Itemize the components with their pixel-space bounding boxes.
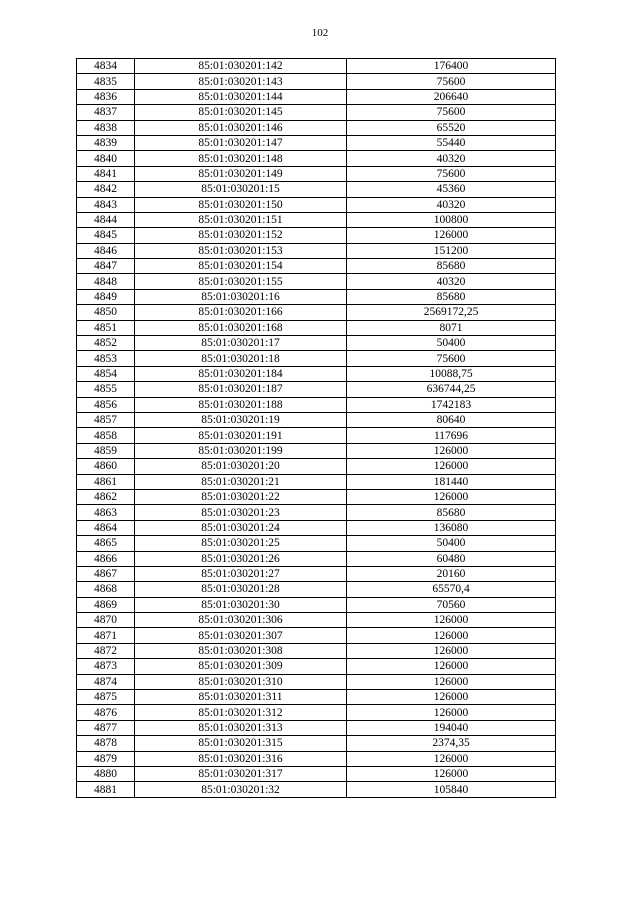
value-cell: 75600 (347, 74, 556, 89)
table-row (77, 151, 556, 166)
row-number-cell: 4866 (77, 551, 135, 566)
row-number-cell: 4841 (77, 166, 135, 181)
row-number-cell: 4862 (77, 489, 135, 504)
table-row (77, 197, 556, 212)
value-cell: 176400 (347, 59, 556, 74)
row-number-cell: 4848 (77, 274, 135, 289)
value-cell: 2569172,25 (347, 305, 556, 320)
value-cell: 126000 (347, 674, 556, 689)
table-row (77, 289, 556, 304)
table-row (77, 705, 556, 720)
row-number-cell: 4876 (77, 705, 135, 720)
row-number-cell: 4879 (77, 751, 135, 766)
row-number-cell: 4851 (77, 320, 135, 335)
value-cell: 40320 (347, 151, 556, 166)
cadastral-number-cell: 85:01:030201:15 (135, 182, 347, 197)
row-number-cell: 4857 (77, 412, 135, 427)
value-cell: 151200 (347, 243, 556, 258)
row-number-cell: 4875 (77, 690, 135, 705)
row-number-cell: 4854 (77, 366, 135, 381)
cadastral-number-cell: 85:01:030201:155 (135, 274, 347, 289)
value-cell: 50400 (347, 336, 556, 351)
cadastral-number-cell: 85:01:030201:22 (135, 489, 347, 504)
cadastral-number-cell: 85:01:030201:152 (135, 228, 347, 243)
row-number-cell: 4840 (77, 151, 135, 166)
row-number-cell: 4872 (77, 643, 135, 658)
row-number-cell: 4850 (77, 305, 135, 320)
table-row (77, 751, 556, 766)
table-row (77, 397, 556, 412)
cadastral-number-cell: 85:01:030201:313 (135, 720, 347, 735)
cadastral-number-cell: 85:01:030201:146 (135, 120, 347, 135)
value-cell: 45360 (347, 182, 556, 197)
value-cell: 126000 (347, 659, 556, 674)
row-number-cell: 4858 (77, 428, 135, 443)
cadastral-number-cell: 85:01:030201:147 (135, 135, 347, 150)
row-number-cell: 4881 (77, 782, 135, 797)
cadastral-number-cell: 85:01:030201:310 (135, 674, 347, 689)
cadastral-number-cell: 85:01:030201:153 (135, 243, 347, 258)
cadastral-number-cell: 85:01:030201:307 (135, 628, 347, 643)
cadastral-number-cell: 85:01:030201:191 (135, 428, 347, 443)
cadastral-number-cell: 85:01:030201:184 (135, 366, 347, 381)
cadastral-number-cell: 85:01:030201:24 (135, 520, 347, 535)
value-cell: 85680 (347, 289, 556, 304)
value-cell: 636744,25 (347, 382, 556, 397)
row-number-cell: 4867 (77, 566, 135, 581)
row-number-cell: 4861 (77, 474, 135, 489)
cadastral-number-cell: 85:01:030201:148 (135, 151, 347, 166)
row-number-cell: 4869 (77, 597, 135, 612)
row-number-cell: 4863 (77, 505, 135, 520)
row-number-cell: 4836 (77, 89, 135, 104)
table-row (77, 182, 556, 197)
table-row (77, 428, 556, 443)
value-cell: 85680 (347, 505, 556, 520)
value-cell: 126000 (347, 489, 556, 504)
value-cell: 60480 (347, 551, 556, 566)
value-cell: 105840 (347, 782, 556, 797)
table-row (77, 212, 556, 227)
cadastral-number-cell: 85:01:030201:316 (135, 751, 347, 766)
table-row (77, 643, 556, 658)
cadastral-number-cell: 85:01:030201:26 (135, 551, 347, 566)
table-row (77, 613, 556, 628)
cadastral-number-cell: 85:01:030201:150 (135, 197, 347, 212)
cadastral-number-cell: 85:01:030201:16 (135, 289, 347, 304)
cadastral-number-cell: 85:01:030201:145 (135, 105, 347, 120)
table-row (77, 459, 556, 474)
value-cell: 181440 (347, 474, 556, 489)
table-row (77, 228, 556, 243)
row-number-cell: 4849 (77, 289, 135, 304)
cadastral-number-cell: 85:01:030201:21 (135, 474, 347, 489)
cadastral-number-cell: 85:01:030201:315 (135, 736, 347, 751)
row-number-cell: 4838 (77, 120, 135, 135)
value-cell: 50400 (347, 536, 556, 551)
value-cell: 126000 (347, 628, 556, 643)
cadastral-number-cell: 85:01:030201:143 (135, 74, 347, 89)
cadastral-number-cell: 85:01:030201:18 (135, 351, 347, 366)
value-cell: 126000 (347, 766, 556, 781)
page-number: 102 (311, 27, 329, 39)
table-row (77, 597, 556, 612)
table-row (77, 766, 556, 781)
cadastral-number-cell: 85:01:030201:188 (135, 397, 347, 412)
table-row (77, 351, 556, 366)
cadastral-number-cell: 85:01:030201:25 (135, 536, 347, 551)
cadastral-number-cell: 85:01:030201:151 (135, 212, 347, 227)
value-cell: 126000 (347, 613, 556, 628)
table-row (77, 582, 556, 597)
cadastral-number-cell: 85:01:030201:27 (135, 566, 347, 581)
value-cell: 75600 (347, 351, 556, 366)
cadastral-number-cell: 85:01:030201:32 (135, 782, 347, 797)
cadastral-number-cell: 85:01:030201:309 (135, 659, 347, 674)
cadastral-number-cell: 85:01:030201:142 (135, 59, 347, 74)
cadastral-number-cell: 85:01:030201:317 (135, 766, 347, 781)
value-cell: 126000 (347, 643, 556, 658)
row-number-cell: 4853 (77, 351, 135, 366)
data-table (76, 58, 556, 798)
table-row (77, 274, 556, 289)
row-number-cell: 4856 (77, 397, 135, 412)
table-row (77, 89, 556, 104)
cadastral-number-cell: 85:01:030201:30 (135, 597, 347, 612)
row-number-cell: 4845 (77, 228, 135, 243)
row-number-cell: 4873 (77, 659, 135, 674)
cadastral-number-cell: 85:01:030201:166 (135, 305, 347, 320)
row-number-cell: 4877 (77, 720, 135, 735)
row-number-cell: 4860 (77, 459, 135, 474)
table-row (77, 720, 556, 735)
row-number-cell: 4837 (77, 105, 135, 120)
row-number-cell: 4842 (77, 182, 135, 197)
table-row (77, 505, 556, 520)
value-cell: 194040 (347, 720, 556, 735)
value-cell: 8071 (347, 320, 556, 335)
table-row (77, 382, 556, 397)
row-number-cell: 4874 (77, 674, 135, 689)
row-number-cell: 4871 (77, 628, 135, 643)
row-number-cell: 4870 (77, 613, 135, 628)
table-row (77, 782, 556, 797)
value-cell: 126000 (347, 459, 556, 474)
table-row (77, 489, 556, 504)
table-row (77, 536, 556, 551)
row-number-cell: 4839 (77, 135, 135, 150)
row-number-cell: 4868 (77, 582, 135, 597)
value-cell: 55440 (347, 135, 556, 150)
table-row (77, 412, 556, 427)
value-cell: 75600 (347, 105, 556, 120)
cadastral-number-cell: 85:01:030201:311 (135, 690, 347, 705)
row-number-cell: 4880 (77, 766, 135, 781)
cadastral-number-cell: 85:01:030201:168 (135, 320, 347, 335)
value-cell: 10088,75 (347, 366, 556, 381)
value-cell: 1742183 (347, 397, 556, 412)
value-cell: 65570,4 (347, 582, 556, 597)
row-number-cell: 4855 (77, 382, 135, 397)
table-row (77, 474, 556, 489)
table-row (77, 628, 556, 643)
row-number-cell: 4843 (77, 197, 135, 212)
value-cell: 75600 (347, 166, 556, 181)
cadastral-number-cell: 85:01:030201:312 (135, 705, 347, 720)
value-cell: 126000 (347, 751, 556, 766)
value-cell: 2374,35 (347, 736, 556, 751)
value-cell: 117696 (347, 428, 556, 443)
table-row (77, 259, 556, 274)
value-cell: 136080 (347, 520, 556, 535)
cadastral-number-cell: 85:01:030201:187 (135, 382, 347, 397)
value-cell: 40320 (347, 274, 556, 289)
row-number-cell: 4878 (77, 736, 135, 751)
cadastral-number-cell: 85:01:030201:149 (135, 166, 347, 181)
row-number-cell: 4864 (77, 520, 135, 535)
value-cell: 20160 (347, 566, 556, 581)
table-row (77, 659, 556, 674)
cadastral-number-cell: 85:01:030201:20 (135, 459, 347, 474)
cadastral-number-cell: 85:01:030201:19 (135, 412, 347, 427)
value-cell: 206640 (347, 89, 556, 104)
table-row (77, 243, 556, 258)
cadastral-number-cell: 85:01:030201:154 (135, 259, 347, 274)
table-row (77, 305, 556, 320)
table-row (77, 74, 556, 89)
table-row (77, 674, 556, 689)
value-cell: 126000 (347, 690, 556, 705)
value-cell: 126000 (347, 705, 556, 720)
table-row (77, 566, 556, 581)
value-cell: 126000 (347, 228, 556, 243)
table-row (77, 736, 556, 751)
cadastral-number-cell: 85:01:030201:199 (135, 443, 347, 458)
value-cell: 65520 (347, 120, 556, 135)
row-number-cell: 4846 (77, 243, 135, 258)
table-row (77, 690, 556, 705)
row-number-cell: 4852 (77, 336, 135, 351)
table-row (77, 166, 556, 181)
cadastral-number-cell: 85:01:030201:28 (135, 582, 347, 597)
cadastral-number-cell: 85:01:030201:306 (135, 613, 347, 628)
table-row (77, 336, 556, 351)
cadastral-number-cell: 85:01:030201:17 (135, 336, 347, 351)
value-cell: 70560 (347, 597, 556, 612)
table-row (77, 366, 556, 381)
value-cell: 100800 (347, 212, 556, 227)
value-cell: 40320 (347, 197, 556, 212)
value-cell: 126000 (347, 443, 556, 458)
row-number-cell: 4835 (77, 74, 135, 89)
row-number-cell: 4847 (77, 259, 135, 274)
cadastral-number-cell: 85:01:030201:308 (135, 643, 347, 658)
value-cell: 80640 (347, 412, 556, 427)
table-row (77, 520, 556, 535)
row-number-cell: 4844 (77, 212, 135, 227)
table-row (77, 320, 556, 335)
value-cell: 85680 (347, 259, 556, 274)
table-row (77, 443, 556, 458)
table-body (77, 59, 556, 798)
row-number-cell: 4859 (77, 443, 135, 458)
cadastral-number-cell: 85:01:030201:144 (135, 89, 347, 104)
row-number-cell: 4865 (77, 536, 135, 551)
table-row (77, 135, 556, 150)
table-row (77, 59, 556, 74)
table-row (77, 105, 556, 120)
table-row (77, 551, 556, 566)
cadastral-number-cell: 85:01:030201:23 (135, 505, 347, 520)
row-number-cell: 4834 (77, 59, 135, 74)
table-row (77, 120, 556, 135)
